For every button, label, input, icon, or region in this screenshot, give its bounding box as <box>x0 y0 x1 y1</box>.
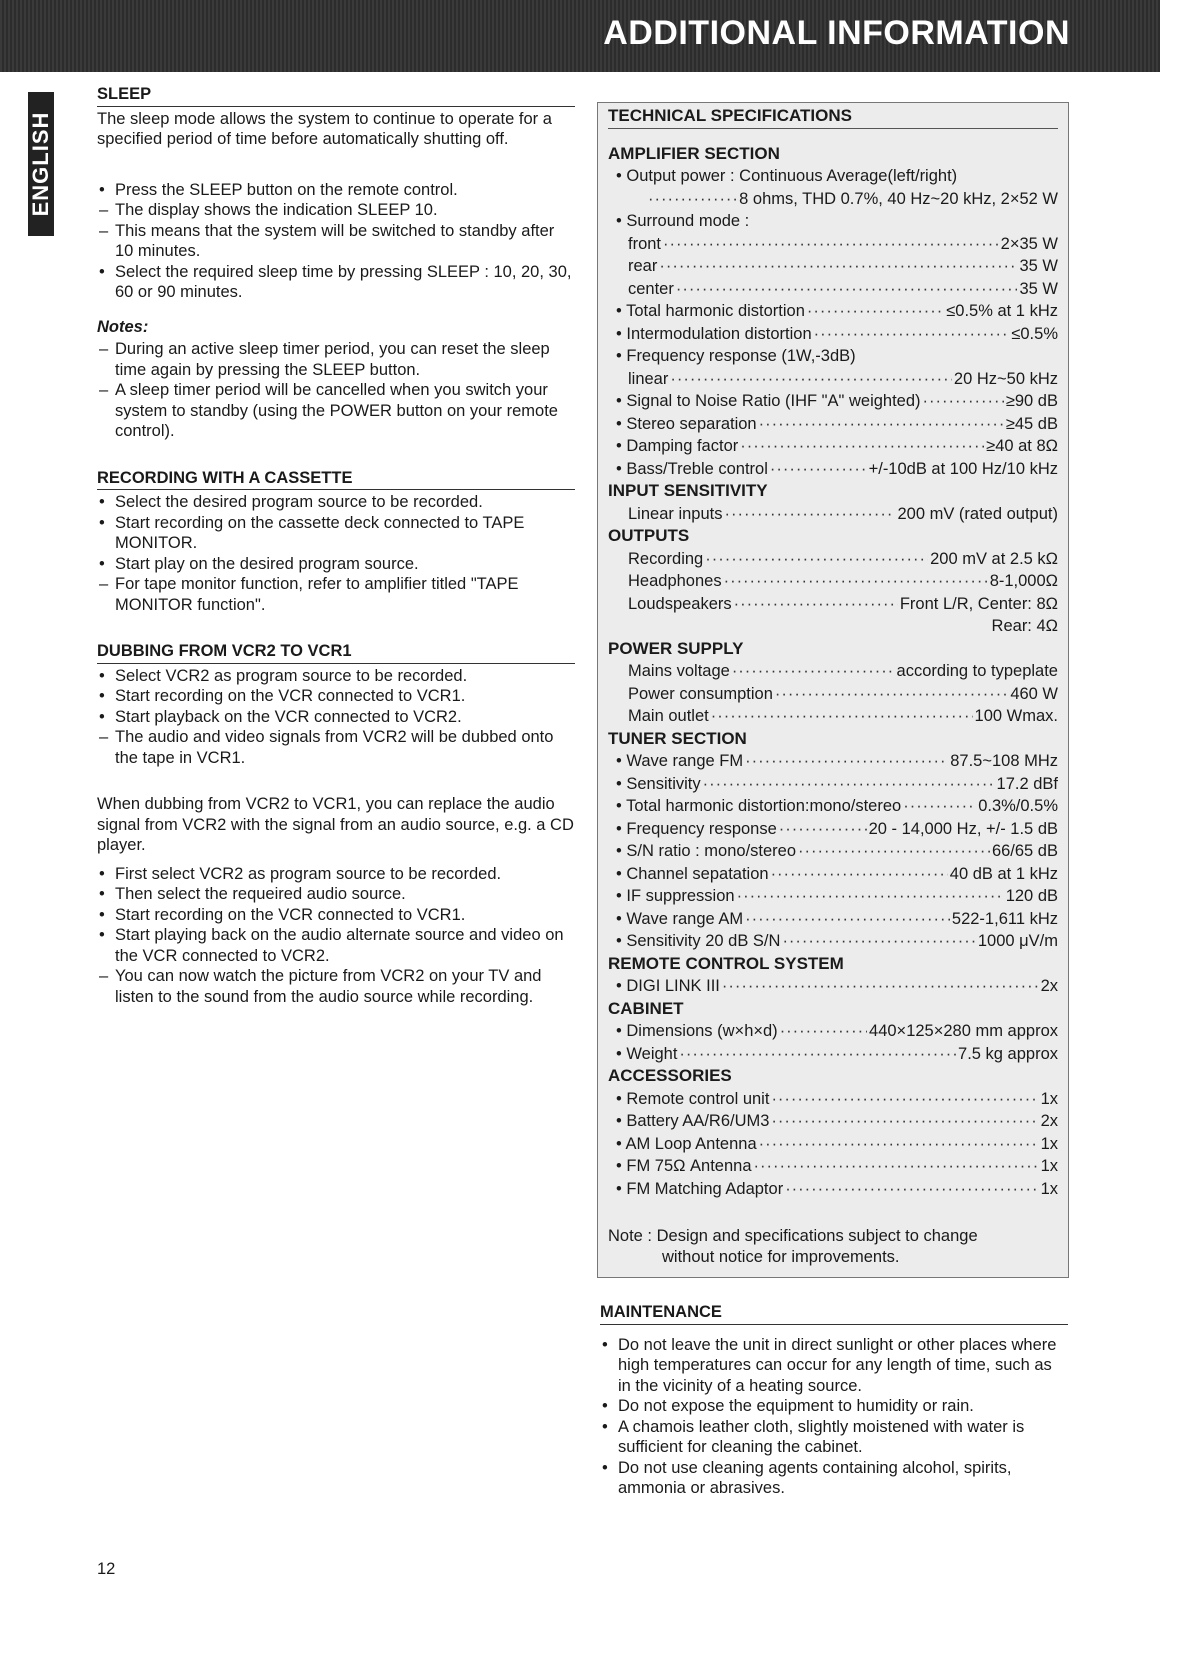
spec-section-title: POWER SUPPLY <box>608 638 744 658</box>
spec-row: ····· 8 ohms, THD 0.7%, 40 Hz~20 kHz, 2×52 W <box>608 188 1058 211</box>
list-item: • Start recording on the VCR connected to VCR1. <box>99 687 466 705</box>
list-item: • Do not expose the equipment to humidity or rain. <box>602 1397 974 1415</box>
list-item: • First select VCR2 as program source to be recorded. <box>99 864 502 883</box>
left-column <box>97 84 575 1007</box>
spec-row: • Dimensions (w×h×d) ····· 440×125×280 mm approx <box>608 1020 1058 1043</box>
spec-title: TECHNICAL SPECIFICATIONS <box>608 103 1058 129</box>
list-item: • Select VCR2 as program source to be recorded. <box>99 666 468 685</box>
spec-section-title: AMPLIFIER SECTION <box>608 143 780 163</box>
spec-row: • Bass/Treble control ····· +/-10dB at 100 Hz/10 kHz <box>608 458 1058 481</box>
spec-row: • Stereo separation ····· ≥45 dB <box>608 413 1058 436</box>
spec-row: • Battery AA/R6/UM3 ····· 2x <box>608 1110 1058 1133</box>
list-item: • Start playback on the VCR connected to VCR2. <box>99 707 462 726</box>
notes-title: Notes: <box>97 317 149 336</box>
spec-row: rear ····· 35 W <box>608 255 1058 278</box>
spec-row: • Signal to Noise Ratio (IHF "A" weighted) ····· ≥90 dB <box>608 390 1058 413</box>
spec-section-title: OUTPUTS <box>608 526 690 545</box>
list-item: – The display shows the indication SLEEP 10. <box>99 201 438 219</box>
list-item: • Start playing back on the audio alternate source and video on the VCR connected to VCR2. <box>99 926 564 965</box>
list-item: – The audio and video signals from VCR2 will be dubbed onto the tape in VCR1. <box>99 728 554 767</box>
list-item: – During an active sleep timer period, you can reset the sleep time again by pressing the SLEEP button. <box>99 340 550 379</box>
maintenance-section <box>600 1302 1068 1499</box>
list-item: – A sleep timer period will be cancelled when you switch your system to standby (using the POWER button on your remote control). <box>99 381 558 440</box>
list-item: • A chamois leather cloth, slightly moistened with water is sufficient for cleaning the cabinet. <box>602 1417 1025 1456</box>
spec-row: • FM 75Ω Antenna ····· 1x <box>608 1155 1058 1178</box>
list-item: • Do not use cleaning agents containing alcohol, spirits, ammonia or abrasives. <box>602 1458 1012 1497</box>
spec-note <box>608 1226 1058 1268</box>
spec-box <box>597 102 1069 1278</box>
list-item: • Press the SLEEP button on the remote control. <box>99 180 458 199</box>
spec-row: • Wave range AM ····· 522-1,611 kHz <box>608 908 1058 931</box>
list-item: – For tape monitor function, refer to amplifier titled "TAPE MONITOR function". <box>99 575 519 614</box>
spec-row: Main outlet ····· 100 Wmax. <box>608 705 1058 728</box>
sleep-title: SLEEP <box>97 84 575 107</box>
spec-row: linear ····· 20 Hz~50 kHz <box>608 368 1058 391</box>
recording-title: RECORDING WITH A CASSETTE <box>97 468 575 491</box>
maintenance-title: MAINTENANCE <box>600 1302 1068 1325</box>
spec-row: • Damping factor ····· ≥40 at 8Ω <box>608 435 1058 458</box>
spec-note-line: Note : Design and specifications subject to change <box>608 1227 978 1245</box>
spec-section-title: CABINET <box>608 998 684 1018</box>
spec-line: Rear: 4Ω <box>991 617 1058 635</box>
page-title: ADDITIONAL INFORMATION <box>603 14 1070 52</box>
page-number: 12 <box>97 1560 116 1578</box>
spec-note-line: without notice for improvements. <box>662 1248 900 1266</box>
spec-row: • FM Matching Adaptor ····· 1x <box>608 1178 1058 1201</box>
spec-row: Mains voltage ····· according to typeplate <box>608 660 1058 683</box>
list-item: • Select the desired program source to be recorded. <box>99 493 483 511</box>
spec-line: • Frequency response (1W,-3dB) <box>616 347 856 365</box>
list-item: • Start recording on the cassette deck connected to TAPE MONITOR. <box>99 513 525 552</box>
spec-row: center ····· 35 W <box>608 278 1058 301</box>
spec-section-title: REMOTE CONTROL SYSTEM <box>608 953 844 973</box>
spec-row: • Channel sepatation ····· 40 dB at 1 kHz <box>608 863 1058 886</box>
spec-row: • Total harmonic distortion ····· ≤0.5% at 1 kHz <box>608 300 1058 323</box>
spec-row: Headphones ····· 8-1,000Ω <box>608 570 1058 593</box>
dubbing-title: DUBBING FROM VCR2 TO VCR1 <box>97 641 575 664</box>
spec-row: • Sensitivity ····· 17.2 dBf <box>608 773 1058 796</box>
dubbing-paragraph: When dubbing from VCR2 to VCR1, you can replace the audio signal from VCR2 with the signal from an audio source, e.g. a CD player. <box>97 795 574 854</box>
spec-row: • Remote control unit ····· 1x <box>608 1088 1058 1111</box>
spec-row: • IF suppression ····· 120 dB <box>608 885 1058 908</box>
spec-row: • Weight ····· 7.5 kg approx <box>608 1043 1058 1066</box>
list-item: • Start play on the desired program source. <box>99 554 419 573</box>
spec-row: Loudspeakers ····· Front L/R, Center: 8Ω <box>608 593 1058 616</box>
list-item: – This means that the system will be switched to standby after 10 minutes. <box>99 221 555 260</box>
list-item: • Do not leave the unit in direct sunlight or other places where high temperatures can occur for any length of time, such as in the vicinity of a heating source. <box>602 1335 1057 1395</box>
list-item: • Then select the requeired audio source. <box>99 885 406 903</box>
spec-row: Recording ····· 200 mV at 2.5 kΩ <box>608 548 1058 571</box>
sleep-intro: The sleep mode allows the system to continue to operate for a specified period of time before automatically shutting off. <box>97 109 552 148</box>
spec-row: • S/N ratio : mono/stereo ····· 66/65 dB <box>608 840 1058 863</box>
spec-section-title: ACCESSORIES <box>608 1066 732 1085</box>
spec-line: • Surround mode : <box>616 212 750 230</box>
spec-row: • Sensitivity 20 dB S/N ····· 1000 μV/m <box>608 930 1058 953</box>
list-item: • Select the required sleep time by pressing SLEEP : 10, 20, 30, 60 or 90 minutes. <box>99 262 572 301</box>
list-item: • Start recording on the VCR connected to VCR1. <box>99 905 466 924</box>
spec-section-title: TUNER SECTION <box>608 728 747 748</box>
header-bar <box>0 0 1160 72</box>
spec-row: • AM Loop Antenna ····· 1x <box>608 1133 1058 1156</box>
spec-row: • Total harmonic distortion:mono/stereo ····· 0.3%/0.5% <box>608 795 1058 818</box>
spec-section-title: INPUT SENSITIVITY <box>608 481 768 500</box>
spec-row: • DIGI LINK III ····· 2x <box>608 975 1058 998</box>
language-tab <box>28 92 54 236</box>
spec-line: • Output power : Continuous Average(left/right) <box>616 167 958 185</box>
spec-row: • Frequency response ····· 20 - 14,000 Hz, +/- 1.5 dB <box>608 818 1058 841</box>
list-item: – You can now watch the picture from VCR2 on your TV and listen to the sound from the audio source while recording. <box>99 967 542 1006</box>
spec-row: Power consumption ····· 460 W <box>608 683 1058 706</box>
spec-row: • Wave range FM ····· 87.5~108 MHz <box>608 750 1058 773</box>
spec-row: Linear inputs ····· 200 mV (rated output) <box>608 503 1058 526</box>
spec-row: front ····· 2×35 W <box>608 233 1058 256</box>
spec-row: • Intermodulation distortion ····· ≤0.5% <box>608 323 1058 346</box>
language-tab-label: ENGLISH <box>28 111 53 217</box>
